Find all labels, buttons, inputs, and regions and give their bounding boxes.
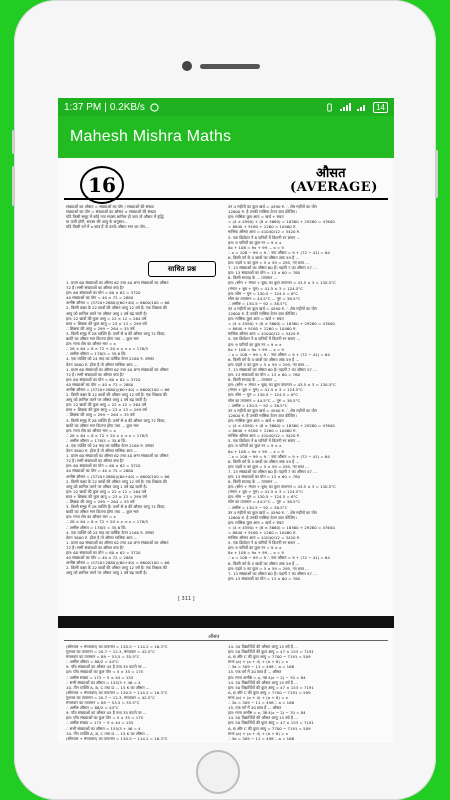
chapter-title-english: (AVERAGE) [290,180,378,195]
chapter-title-hindi: औसत [316,166,346,181]
text-line: गुरुवार का तापमान = 20.7 − 12.3, मंगलवार = 42.5°C [66,649,155,655]
text-line: गुरुवार का तापमान = 20.7 − 12.3, मंगलवार = 42.5°C [66,694,155,700]
text-line: अभीष्ट औसत = (3720+2880)/(60+40) = 6600/100 = 66 [66,560,170,566]
text-line: अभीष्ट औसत = (3720+2880)/(60+40) = 6600/100 = 66 [66,473,170,479]
text-line: 2. किसी कक्षा के 22 छात्रों की औसत आयु 12 वर्ष है। एक शिक्षक की [66,392,167,398]
power-button [435,150,438,198]
app-title: Mahesh Mishra Maths [70,128,232,145]
page-separator [58,616,394,628]
text-line: आयु को शामिल करने पर औसत आयु 1 वर्ष बढ़ जाती है। [66,310,148,316]
text-line: संख्याओं का योग = संख्याओं का औसत × संख्याओं की संख्या [66,209,156,215]
text-line: 2. किसी कक्षा के 22 छात्रों की औसत आयु 12 वर्ष है। एक शिक्षक की [66,305,167,311]
text-line: 6. किसी वर्ग के 5 छात्रों का औसत अंक 59 है ... [228,458,300,464]
text-line: = (4 × 4590) + (8 × 3660) = 18360 + 29280 = 47640 [228,219,335,225]
text-line: छात्र + शिक्षक की कुल आयु = 23 × 13 = 299 वर्ष [66,407,147,413]
text-line: A, B और C की कुल आयु = 7700 − 7191 = 509 [228,725,311,731]
text-line: हल: 9 पारियों का कुल रन = 9 × x [228,341,282,347]
text-line: 14. 50 विद्यार्थियों की औसत आयु 15 वर्ष है ... [228,715,298,721]
text-line: ∴ शिक्षक की आयु = 299 − 264 = 35 वर्ष [66,412,135,418]
text-line: 3. किसी समूह में 28 व्यक्ति हैं। उनमें से 8 की औसत आयु 72 किग्रा, [66,330,166,336]
text-line: हल: सोम − गुरु = 130.5 − 124.5 = 6°C [228,494,299,500]
text-line: हल: 50 विद्यार्थियों की कुल आयु = 47 × 153 = 7191 [228,720,314,726]
text-line: 72 है। सभी संख्याओं का औसत क्या है? [66,544,124,550]
text-line: 9. पाँच संख्याओं का औसत 45 है तथा 35 घटाने पर ... [66,710,147,716]
text-line: ∴ 3a = 309 − 11 = 498 ∴ a = 166 [228,664,295,670]
text-line: 5. एक क्रिकेटर ने 8 पारियों में कितनी रन बनाए ... [228,234,301,240]
text-line: (सोमवार + मंगलवार) का तापमान = 130.5 − 114.2 = 16.3°C [66,689,168,695]
text-line: ∴ x = 108 − 99 = 9 ∴ नया औसत = 9 + (72 − 41) = 64 [228,249,330,255]
text-line: हल: मासिक कुल आय = खर्च + बचत [228,417,284,423]
text-line: 10. तीन व्यक्ति A, B, C तथा D ... 15 K का औसत ... [66,684,150,690]
signal-icon [356,103,368,112]
text-line: 7. 13 संख्याओं का औसत 60 है। पहली 7 का औसत 57 ... [228,468,317,474]
text-line: हल: (सोम + मंगल + बुध) का कुल तापमान = 43.5 × 3 = 130.5°C [228,484,336,490]
text-line: ∴ अभीष्ट = 130.5 − 92 = 38.5°C [228,504,288,510]
text-line: 8x + 108 = 9x + 99 ... x = 9 [228,244,284,250]
text-line: हल: 13 संख्याओं का योग = 13 × 60 = 780 [228,473,301,479]
text-line: ∴ x = 108 − 99 = 9 ∴ नया औसत = 9 + (72 − 41) = 64 [228,555,330,561]
text-line: आयु को शामिल करने पर औसत आयु 1 वर्ष बढ़ जाती है। [66,483,148,489]
text-line: बाकी का औसत भार कितना होगा तथा ... कुल भार [66,422,139,428]
text-line: 3. किसी समूह में 28 व्यक्ति हैं। उनमें से 8 की औसत आयु 72 किग्रा, [66,504,166,510]
text-line: हल: (सोम + मंगल + बुध) का कुल तापमान = 43.5 × 3 = 130.5°C [228,280,336,286]
text-line: 6. किसी वर्ग के 5 छात्रों का औसत अंक 59 है ... [228,560,300,566]
text-line: = 8640 + 9180 + 1260 = 10460 रु. [228,428,297,434]
text-line: 8x + 108 = 9x + 99 ... x = 9 [228,550,284,556]
text-line: = 8640 + 9180 + 1260 = 10460 रु. [228,530,297,535]
text-line: हल: सोम − गुरु = 130.5 − 124.5 = 6°C [228,290,299,296]
text-line: हल: 13 संख्याओं का योग = 13 × 60 = 780 [228,372,301,378]
text-line: ∴ शिक्षक की आयु = 299 − 264 = 35 वर्ष [66,499,135,505]
text-line: मासिक औसत आय = 41040/12 = 3420 रु. [228,229,301,235]
text-line: 12600 रु. है उनकी मासिक वेतन ज्ञात कीजिए। [228,310,297,316]
text-line: 10. तीन व्यक्ति A, B, C तथा D ... 15 K का औसत ... [66,730,150,736]
text-line: माना (a) + (a + 4) + (a + 8) = x [228,730,288,736]
status-network-speed: 0.2KB/s [109,101,145,113]
text-line: हल: 13 संख्याओं का योग = 13 × 60 = 780 [228,575,301,581]
text-line: 7. 13 संख्याओं का औसत 60 है। पहली 7 का औसत 57 ... [228,570,317,576]
text-line: 2. किसी कक्षा के 22 छात्रों की औसत आयु 12 वर्ष है। एक शिक्षक की [66,478,167,484]
text-line: हल: 22 छात्रों की कुल आयु = 22 × 12 = 264 वर्ष [66,488,147,494]
text-line: ∴ अभीष्ट औसत = 88/2 = 44°C [66,659,119,665]
text-line: 40 संख्याओं का योग = 40 × 72 = 2880 [66,381,134,387]
text-line: हल: 50 विद्यार्थियों की कुल आयु = 47 × 153 = 7191 [228,649,314,655]
text-line: ∴ अभीष्ट औसत = 178/5 = 35.6 कि. [66,351,127,357]
text-line: 40 संख्याओं का योग = 40 × 72 = 2880 [66,555,134,561]
text-line: 7. 13 संख्याओं का औसत 60 है। पहली 7 का औसत 57 ... [228,367,317,372]
text-line: हल: पहले 5 का कुल = 5 × 59 = 295, नए छात्र ... [228,260,309,266]
text-line: ∴ 3a = 309 − 11 = 498 ∴ a = 166 [228,700,295,706]
text-line: ∴ अभीष्ट = 130.5 − 92 = 38.5°C [228,402,288,408]
text-line: 40 संख्याओं का योग = 40 × 72 = 2880 [66,295,134,301]
battery-level: 14 [376,102,385,112]
divider [64,198,388,200]
text-line: ∴ 28 × 64 = 8 × 72 + 20 × x ⇒ x = 178/5 [66,519,148,525]
text-line: (सोमवार + मंगलवार) का तापमान = 130.5 − 114.2 = 16.3°C [66,644,168,649]
text-line: या कमी होगी, सदस्य की आयु के अनुसार... [66,219,128,225]
text-line: ∴ अभीष्ट औसत = 178/5 = 35.6 कि. [66,524,127,530]
speaker-grille [200,64,260,69]
text-line: 15. एक वर्ग में 20 छात्र हैं ... औसत [228,669,282,675]
right-column [228,204,388,590]
text-line: (मंगल + बुध + गुरु) = 41.5 × 3 = 124.5°C [228,489,303,495]
page-number: [ 311 ] [178,596,195,602]
text-line: हल: माना शेष का औसत भार = x [66,341,116,347]
text-line: (सोमवार + मंगलवार) का तापमान = 130.5 − 114.2 = 16.3°C [66,735,168,741]
text-line: हल: 22 छात्रों की कुल आयु = 22 × 12 = 264 वर्ष [66,402,147,408]
text-line: हल: 13 संख्याओं का योग = 13 × 60 = 780 [228,270,301,276]
text-line: 8x + 108 = 9x + 99 ... x = 9 [228,346,284,352]
text-line: ∴ अभीष्ट = 130.5 − 92 = 38.5°C [228,300,288,306]
text-line: हल: पहले 5 का कुल = 5 × 59 = 295, नए छात्र ... [228,463,309,469]
text-line: हल: पाँच संख्याओं का कुल योग = 5 × 35 = 175 [66,715,144,721]
whatsapp-icon [150,103,159,112]
text-line: मंगलवार का तापमान = 89 − 53.5 = 35.5°C [66,654,140,660]
text-line: वेतन 3600 रु. होता है तो औसत मासिक आय ... [66,534,138,540]
text-line: 2. किसी कक्षा के 22 छात्रों की औसत आयु 12 वर्ष है। एक शिक्षक की [66,565,167,571]
text-line: सोम का तापमान = 44.5°C ... गुरु = 38.5°C [228,499,301,505]
text-line: ∴ सभी संख्याओं का औसत = 155/3 + 46 = 4 [66,679,141,685]
text-line: = 8640 + 9180 + 1260 = 10460 रु. [228,224,297,230]
text-line: = (4 × 4590) + (8 × 3660) = 18360 + 29280 = 47640 [228,524,335,530]
text-line: बाकी का औसत भार कितना होगा तथा ... कुल भार [66,336,139,342]
left-column-top [66,204,224,256]
text-line: हल: सोम − गुरु = 130.5 − 124.5 = 6°C [228,392,299,398]
text-line: 12600 रु. है उनकी मासिक वेतन ज्ञात कीजिए। [228,209,297,215]
text-line: 5. एक क्रिकेटर ने 8 पारियों में कितनी रन बनाए ... [228,438,301,444]
text-line: हल: माना शेष का औसत भार = x [66,427,116,433]
text-line: मासिक औसत आय = 41040/12 = 3420 रु. [228,535,301,541]
text-line: 72 है। सभी संख्याओं का औसत क्या है? [66,285,124,291]
text-line: = (4 × 4590) + (8 × 3660) = 18360 + 29280 = 47640 [228,321,335,327]
text-line: 6. किसी वर्ग के 5 छात्रों का औसत अंक 59 है ... [228,356,300,362]
text-line: संख्याओं का औसत = संख्याओं का योग / संख्याओं की संख्या [66,204,154,209]
text-line: यदि किसी वर्ग में n छात्र हैं तो उनके औसत भार का योग... [66,224,149,230]
text-line: छात्र + शिक्षक की कुल आयु = 23 × 13 = 299 वर्ष [66,320,147,326]
text-line: अभीष्ट औसत = (3720+2880)/(60+40) = 6600/100 = 66 [66,300,170,306]
text-line: हल: मासिक कुल आय = खर्च + बचत [228,316,284,322]
text-line: 12600 रु. है उनकी मासिक वेतन ज्ञात कीजिए। [228,514,297,520]
home-button[interactable] [196,750,240,794]
text-line: मासिक औसत आय = 41040/12 = 3420 रु. [228,433,301,439]
text-line: ∴ 28 × 64 = 8 × 72 + 20 × x ⇒ x = 178/5 [66,346,148,352]
text-line: 14. 50 विद्यार्थियों की औसत आयु 15 वर्ष है ... [228,644,298,649]
text-line: हल: पाँच संख्याओं का कुल योग = 5 × 35 = 175 [66,669,144,675]
text-line: 7. 13 संख्याओं का औसत 60 है। पहली 7 का औसत 57 ... [228,265,317,271]
volume-button [12,166,15,206]
text-line: 4. एक व्यक्ति को 24 माह का वार्षिक वेतन 2160 रु. उसका [66,529,154,535]
text-line: बाकी का औसत भार कितना होगा तथा ... कुल भार [66,509,139,515]
divider [64,640,388,641]
text-line: माना (a) + (a + 4) + (a + 8) = x [228,694,288,700]
text-line: ∴ अभीष्ट औसत = 178/5 = 35.6 कि. [66,437,127,443]
text-line: 8. किसी सप्ताह के ... तापमान ... [228,275,278,281]
text-line: वेतन 3600 रु. होता है तो औसत मासिक आय ... [66,361,138,367]
text-line: (मंगल + बुध + गुरु) = 41.5 × 3 = 124.5°C [228,387,303,393]
text-line: ∴ सभी संख्याओं का औसत = 155/3 + 46 = 4 [66,725,141,731]
text-line: ∴ x = 108 − 99 = 9 ∴ नया औसत = 9 + (72 − 41) = 64 [228,453,330,459]
text-line: 1. प्रथम 60 संख्याओं का औसत 62 तथा 40 अन्य संख्याओं का औसत [66,453,169,459]
text-line: आयु को शामिल करने पर औसत आयु 1 वर्ष बढ़ जाती है। [66,397,148,403]
text-line: हल: 60 संख्याओं का योग = 60 × 62 = 3720 [66,549,141,555]
text-line: ∴ अभीष्ट औसत = 88/2 = 44°C [66,705,119,711]
text-line: 14. 50 विद्यार्थियों की औसत आयु 15 वर्ष है ... [228,679,298,685]
text-line: उन 4 महीनों का कुल खर्च = 4590 रु. ∴ शेष महीनों का योग [228,204,317,209]
screen [58,98,394,743]
page-header: औसत [208,634,220,640]
vibrate-icon [325,103,334,112]
text-line: ∴ अभीष्ट संख्या = 173 − 5 × 44 = 155 [66,720,134,726]
text-line: हल: पहले 5 का कुल = 5 × 59 = 295, नए छात्र ... [228,361,309,367]
text-line: A, B और C की कुल आयु = 7700 − 7191 = 509 [228,689,311,695]
text-line: 15. एक वर्ग में 20 छात्र हैं ... औसत [228,705,282,711]
document-page-2 [58,628,394,743]
text-line: ∴ 3a = 309 − 11 = 498 ∴ a = 166 [228,735,295,741]
text-line: वेतन 3600 रु. होता है तो औसत मासिक आय ... [66,448,138,454]
text-line: छात्र + शिक्षक की कुल आयु = 23 × 13 = 299 वर्ष [66,493,147,499]
text-line: 5. एक क्रिकेटर ने 8 पारियों में कितनी रन बनाए ... [228,540,301,546]
text-line: ∴ शिक्षक की आयु = 299 − 264 = 35 वर्ष [66,325,135,331]
document-page-1 [58,158,394,616]
text-line: 3. किसी समूह में 28 व्यक्ति हैं। उनमें से 8 की औसत आयु 72 किग्रा, [66,417,166,423]
text-line: 1. प्रथम 60 संख्याओं का औसत 62 तथा 40 अन्य संख्याओं का औसत [66,280,169,285]
text-line: हल: 50 विद्यार्थियों की कुल आयु = 47 × 153 = 7191 [228,684,314,690]
text-line: अभीष्ट औसत = (3720+2880)/(60+40) = 6600/100 = 66 [66,386,170,392]
chapter-number: 16 [80,166,124,204]
text-line: 8x + 108 = 9x + 99 ... x = 9 [228,448,284,454]
left-column [66,644,224,743]
text-line: 1. प्रथम 60 संख्याओं का औसत 62 तथा 40 अन्य संख्याओं का औसत [66,366,169,372]
text-line: यदि किसी समूह में कोई नया सदस्य शामिल हो जाए तो औसत में वृद्धि [66,214,164,220]
text-line: (मंगल + बुध + गुरु) = 41.5 × 3 = 124.5°C [228,285,303,291]
text-line: 72 है। सभी संख्याओं का औसत क्या है? [66,458,124,464]
text-line: हल: माना अभीष्ट = x, तब 4(x − 2) − 70 = 84 [228,710,306,716]
battery-icon [373,102,388,113]
text-line: 5. एक क्रिकेटर ने 8 पारियों में कितनी रन बनाए ... [228,336,301,342]
text-line: उन 4 महीनों का कुल खर्च = 4590 रु. ∴ शेष महीनों का योग [228,305,317,311]
text-line: उन 4 महीनों का कुल खर्च = 4590 रु. ∴ शेष महीनों का योग [228,509,317,515]
text-line: 40 संख्याओं का योग = 40 × 72 = 2880 [66,468,134,474]
text-line: A, B और C की कुल आयु = 7700 − 7191 = 509 [228,654,311,660]
text-line: ∴ x = 108 − 99 = 9 ∴ नया औसत = 9 + (72 − 41) = 64 [228,351,330,357]
text-line: आयु को शामिल करने पर औसत आयु 1 वर्ष बढ़ जाती है। [66,570,148,576]
text-line: 72 है। सभी संख्याओं का औसत क्या है? [66,371,124,377]
text-line: = (4 × 4590) + (8 × 3660) = 18360 + 29280 = 47640 [228,423,335,429]
text-line: ∴ 28 × 64 = 8 × 72 + 20 × x ⇒ x = 178/5 [66,432,148,438]
text-line: हल: मासिक कुल आय = खर्च + बचत [228,214,284,220]
volume-button [12,130,15,154]
text-line: 9. पाँच संख्याओं का औसत 45 है तथा 35 घटाने पर ... [66,664,147,670]
text-line: ∴ अभीष्ट संख्या = 173 − 5 × 44 = 155 [66,674,134,680]
text-line: 6. किसी वर्ग के 5 छात्रों का औसत अंक 59 है ... [228,254,300,260]
status-time: 1:37 PM [64,101,102,113]
text-line: 1. प्रथम 60 संख्याओं का औसत 62 तथा 40 अन्य संख्याओं का औसत [66,539,169,545]
text-line: हल: (सोम + मंगल + बुध) का कुल तापमान = 43.5 × 3 = 130.5°C [228,382,336,388]
text-line: मंगलवार का तापमान = 89 − 53.5 = 35.5°C [66,700,140,706]
text-line: हल: 60 संख्याओं का योग = 60 × 62 = 3720 [66,463,141,469]
text-line: हल: पहले 5 का कुल = 5 × 59 = 295, नए छात्र ... [228,565,309,571]
text-line: हल: 60 संख्याओं का योग = 60 × 62 = 3720 [66,376,141,382]
text-line: हल: मासिक कुल आय = खर्च + बचत [228,519,284,525]
left-column [66,280,224,590]
text-line: माना (a) + (a + 4) + (a + 8) = x [228,659,288,665]
text-line: 12600 रु. है उनकी मासिक वेतन ज्ञात कीजिए। [228,412,297,418]
signal-icon [339,103,351,112]
right-column [228,644,388,743]
text-line: हल: माना शेष का औसत भार = x [66,514,116,520]
text-line: 8. किसी सप्ताह के ... तापमान ... [228,377,278,383]
text-line: हल: 9 पारियों का कुल रन = 9 × x [228,239,282,245]
text-line: हल: 9 पारियों का कुल रन = 9 × x [228,443,282,449]
section-label: साधित प्रश्न [148,261,216,277]
text-line: उन 4 महीनों का कुल खर्च = 4590 रु. ∴ शेष महीनों का योग [228,407,317,413]
text-line: = 8640 + 9180 + 1260 = 10460 रु. [228,326,297,332]
text-line: हल: माना अभीष्ट = x, तब 4(x − 2) − 70 = 84 [228,674,306,680]
text-line: मासिक औसत आय = 41040/12 = 3420 रु. [228,331,301,337]
app-bar [58,116,394,158]
text-line: सोम का तापमान = 44.5°C ... गुरु = 38.5°C [228,295,301,301]
text-line: सोम का तापमान = 44.5°C ... गुरु = 38.5°C [228,397,301,403]
text-line: 4. एक व्यक्ति को 24 माह का वार्षिक वेतन 2160 रु. उसका [66,356,154,362]
status-bar: 1:37 PM | 0.2KB/s 14 [58,98,394,116]
text-line: हल: 9 पारियों का कुल रन = 9 × x [228,545,282,551]
text-line: हल: 60 संख्याओं का योग = 60 × 62 = 3720 [66,290,141,296]
text-line: हल: 22 छात्रों की कुल आयु = 22 × 12 = 264 वर्ष [66,315,147,321]
camera-icon [182,61,192,71]
text-line: 8. किसी सप्ताह के ... तापमान ... [228,479,278,485]
document-viewer[interactable] [58,158,394,743]
text-line: 4. एक व्यक्ति को 24 माह का वार्षिक वेतन 2160 रु. उसका [66,443,154,448]
